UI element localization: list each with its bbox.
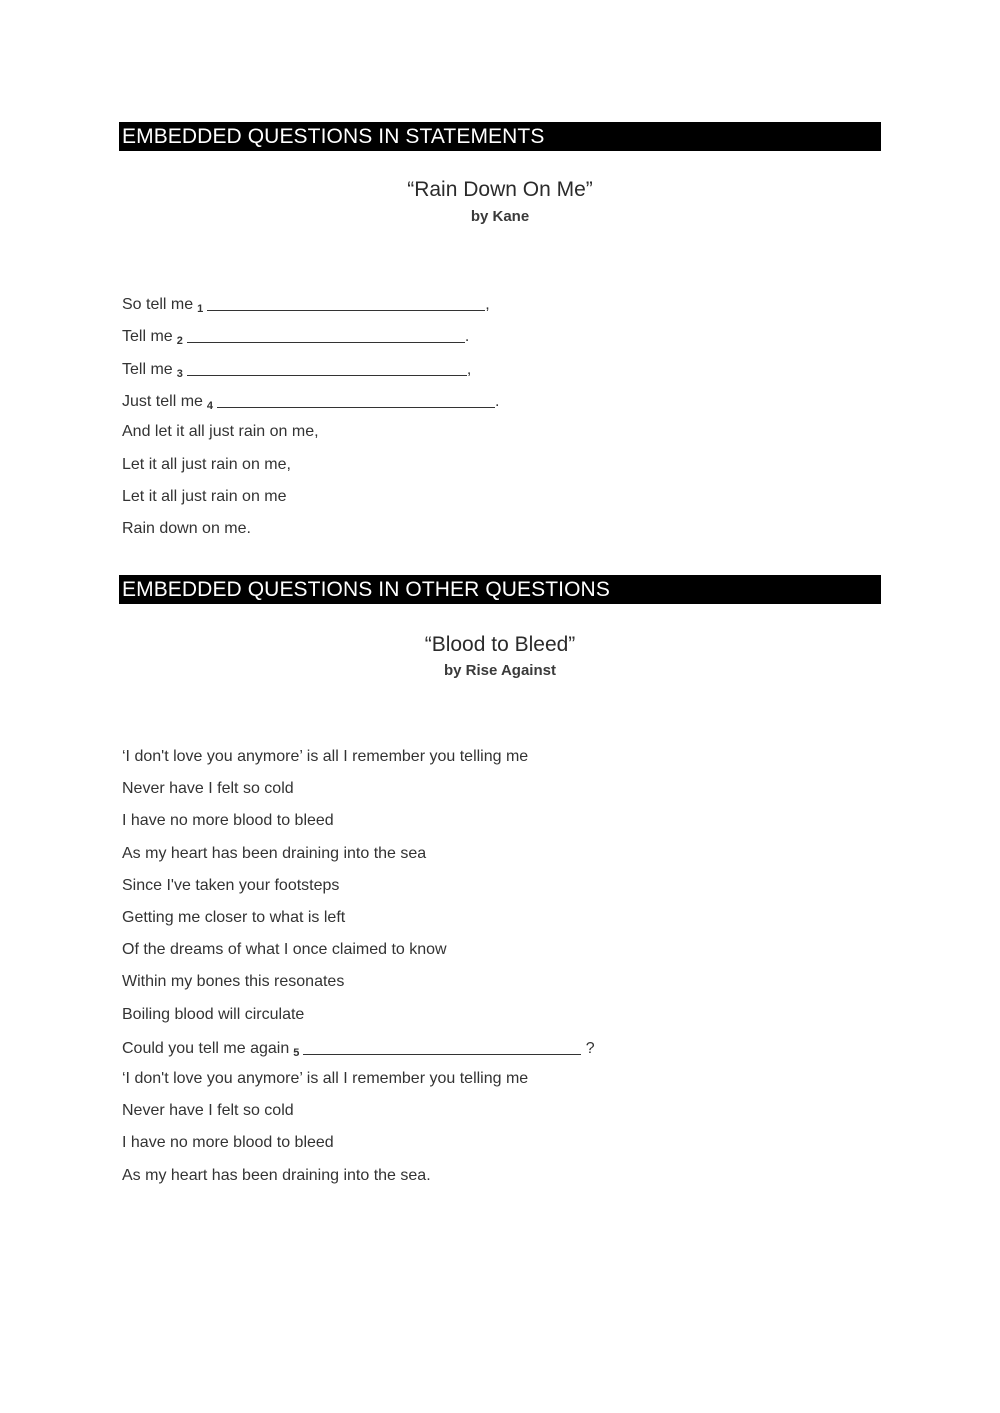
blank-number: 5 <box>293 1046 300 1059</box>
lyric-text: And let it all just rain on me, <box>122 423 319 441</box>
lyric-text: Tell me <box>122 328 173 346</box>
fill-in-blank-5[interactable] <box>303 1038 581 1055</box>
lyric-line-with-blank <box>122 389 500 411</box>
song-artist-kane: by Kane <box>470 208 530 225</box>
fill-in-blank-4[interactable] <box>217 391 495 408</box>
lyric-line <box>122 875 339 897</box>
lyric-line <box>122 810 334 832</box>
lyric-text: I have no more blood to bleed <box>122 812 334 830</box>
lyric-text: As my heart has been draining into the sea <box>122 844 427 862</box>
lyric-line-with-blank <box>122 324 469 346</box>
song-title-blood-to-bleed: “Blood to Bleed” <box>424 633 576 656</box>
lyric-line <box>122 1165 431 1187</box>
lyric-line-with-blank <box>122 357 471 379</box>
line-end-punctuation: . <box>464 328 470 346</box>
blank-number: 2 <box>176 335 183 348</box>
lyric-line <box>122 1132 334 1154</box>
lyric-line <box>122 421 319 443</box>
fill-in-blank-1[interactable] <box>207 294 485 311</box>
lyric-text: Just tell me <box>122 392 203 410</box>
lyric-text: Getting me closer to what is left <box>122 909 346 926</box>
lyric-text: So tell me <box>122 296 194 313</box>
lyric-text: Let it all just rain on me, <box>122 455 291 473</box>
fill-in-blank-3[interactable] <box>187 359 467 376</box>
lyric-text: Boiling blood will circulate <box>122 1005 305 1023</box>
line-end-punctuation: . <box>495 392 500 410</box>
lyric-text: Could you tell me again <box>122 1039 290 1057</box>
line-end-punctuation: , <box>485 296 490 313</box>
lyric-text: Let it all just rain on me <box>122 487 287 505</box>
lyric-line <box>122 1004 304 1026</box>
lyric-line <box>122 971 344 993</box>
lyric-text: I have no more blood to bleed <box>122 1134 334 1152</box>
lyric-line <box>122 518 251 540</box>
lyric-line <box>122 454 291 476</box>
lyric-text: ‘I don't love you anymore’ is all I remember you telling me <box>122 1070 529 1087</box>
section-heading-statements: EMBEDDED QUESTIONS IN STATEMENTS <box>119 122 881 151</box>
line-end-punctuation: , <box>466 360 472 378</box>
blank-number: 4 <box>206 399 214 412</box>
blank-number: 1 <box>197 303 204 315</box>
lyric-line <box>122 1100 294 1122</box>
lyric-line <box>122 907 345 929</box>
lyric-text: Tell me <box>122 360 173 378</box>
line-end-punctuation: ? <box>581 1039 595 1057</box>
lyric-text: Rain down on me. <box>122 520 251 538</box>
lyric-text: Of the dreams of what I once claimed to know <box>122 941 447 959</box>
song-title-rain-down-on-me: “Rain Down On Me” <box>407 178 593 201</box>
lyric-text: Within my bones this resonates <box>122 973 345 991</box>
lyric-line <box>122 1068 528 1090</box>
lyric-text: Never have I felt so cold <box>122 1102 294 1120</box>
lyric-line <box>122 746 528 768</box>
lyric-line <box>122 486 287 508</box>
lyric-line <box>122 843 426 865</box>
fill-in-blank-2[interactable] <box>187 326 465 343</box>
lyric-text: ‘I don't love you anymore’ is all I remember you telling me <box>122 748 529 765</box>
lyric-line <box>122 939 447 961</box>
lyric-line-with-blank <box>122 292 490 314</box>
section-heading-other-questions: EMBEDDED QUESTIONS IN OTHER QUESTIONS <box>119 575 881 604</box>
blank-number: 3 <box>176 367 183 380</box>
song-artist-rise-against: by Rise Against <box>444 662 556 679</box>
lyric-text: Never have I felt so cold <box>122 780 294 798</box>
lyric-text: As my heart has been draining into the sea. <box>122 1166 431 1184</box>
lyric-line-with-blank <box>122 1036 595 1058</box>
lyric-text: Since I've taken your footsteps <box>122 876 340 894</box>
lyric-line <box>122 778 294 800</box>
